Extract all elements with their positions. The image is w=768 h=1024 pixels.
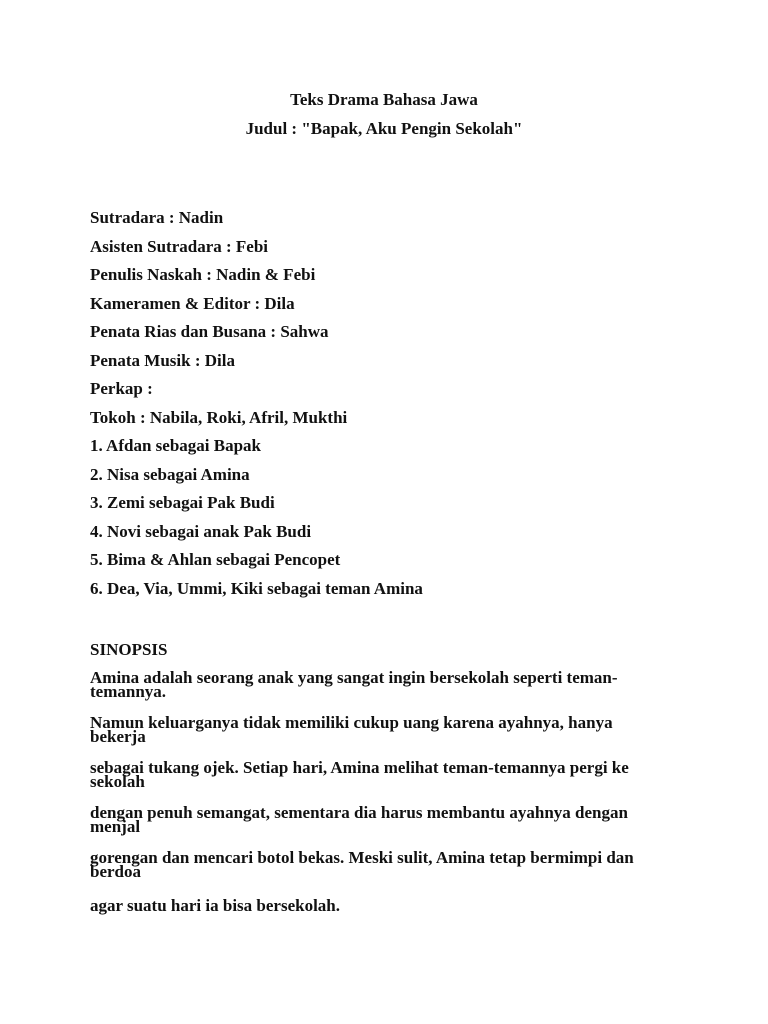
synopsis-paragraph: Namun keluarganya tidak memiliki cukup uang karena ayahnya, hanya bekerja <box>90 713 613 746</box>
synopsis-paragraph: gorengan dan mencari botol bekas. Meski sulit, Amina tetap bermimpi dan berdoa <box>90 848 634 881</box>
synopsis-paragraph: Amina adalah seorang anak yang sangat ingin bersekolah seperti teman-temannya. <box>90 668 618 701</box>
credit-props: Perkap : <box>90 379 153 398</box>
credit-director: Sutradara : Nadin <box>90 208 224 227</box>
credits-list <box>90 208 690 607</box>
credit-script-writer: Penulis Naskah : Nadin & Febi <box>90 265 316 284</box>
cast-item: 1. Afdan sebagai Bapak <box>90 436 261 455</box>
cast-item: 3. Zemi sebagai Pak Budi <box>90 493 275 512</box>
credit-camera-editor: Kameramen & Editor : Dila <box>90 293 295 313</box>
credit-characters: Tokoh : Nabila, Roki, Afril, Mukthi <box>90 407 348 427</box>
synopsis-heading: SINOPSIS <box>90 640 168 659</box>
cast-item: 2. Nisa sebagai Amina <box>90 464 250 484</box>
synopsis-paragraph: agar suatu hari ia bisa bersekolah. <box>90 896 341 915</box>
synopsis-paragraph: sebagai tukang ojek. Setiap hari, Amina melihat teman-temannya pergi ke sekolah <box>90 758 629 791</box>
credit-makeup-costume: Penata Rias dan Busana : Sahwa <box>90 322 329 341</box>
credit-music: Penata Musik : Dila <box>90 350 235 370</box>
credit-assistant-director: Asisten Sutradara : Febi <box>90 236 269 256</box>
cast-item: 6. Dea, Via, Ummi, Kiki sebagai teman Amina <box>90 578 423 598</box>
synopsis-paragraph: dengan penuh semangat, sementara dia harus membantu ayahnya dengan menjal <box>90 803 628 836</box>
cast-item: 4. Novi sebagai anak Pak Budi <box>90 521 312 541</box>
document-title: Teks Drama Bahasa Jawa <box>290 90 478 109</box>
drama-title: Judul : "Bapak, Aku Pengin Sekolah" <box>245 119 523 138</box>
synopsis-body <box>90 668 670 933</box>
cast-item: 5. Bima & Ahlan sebagai Pencopet <box>90 550 341 569</box>
